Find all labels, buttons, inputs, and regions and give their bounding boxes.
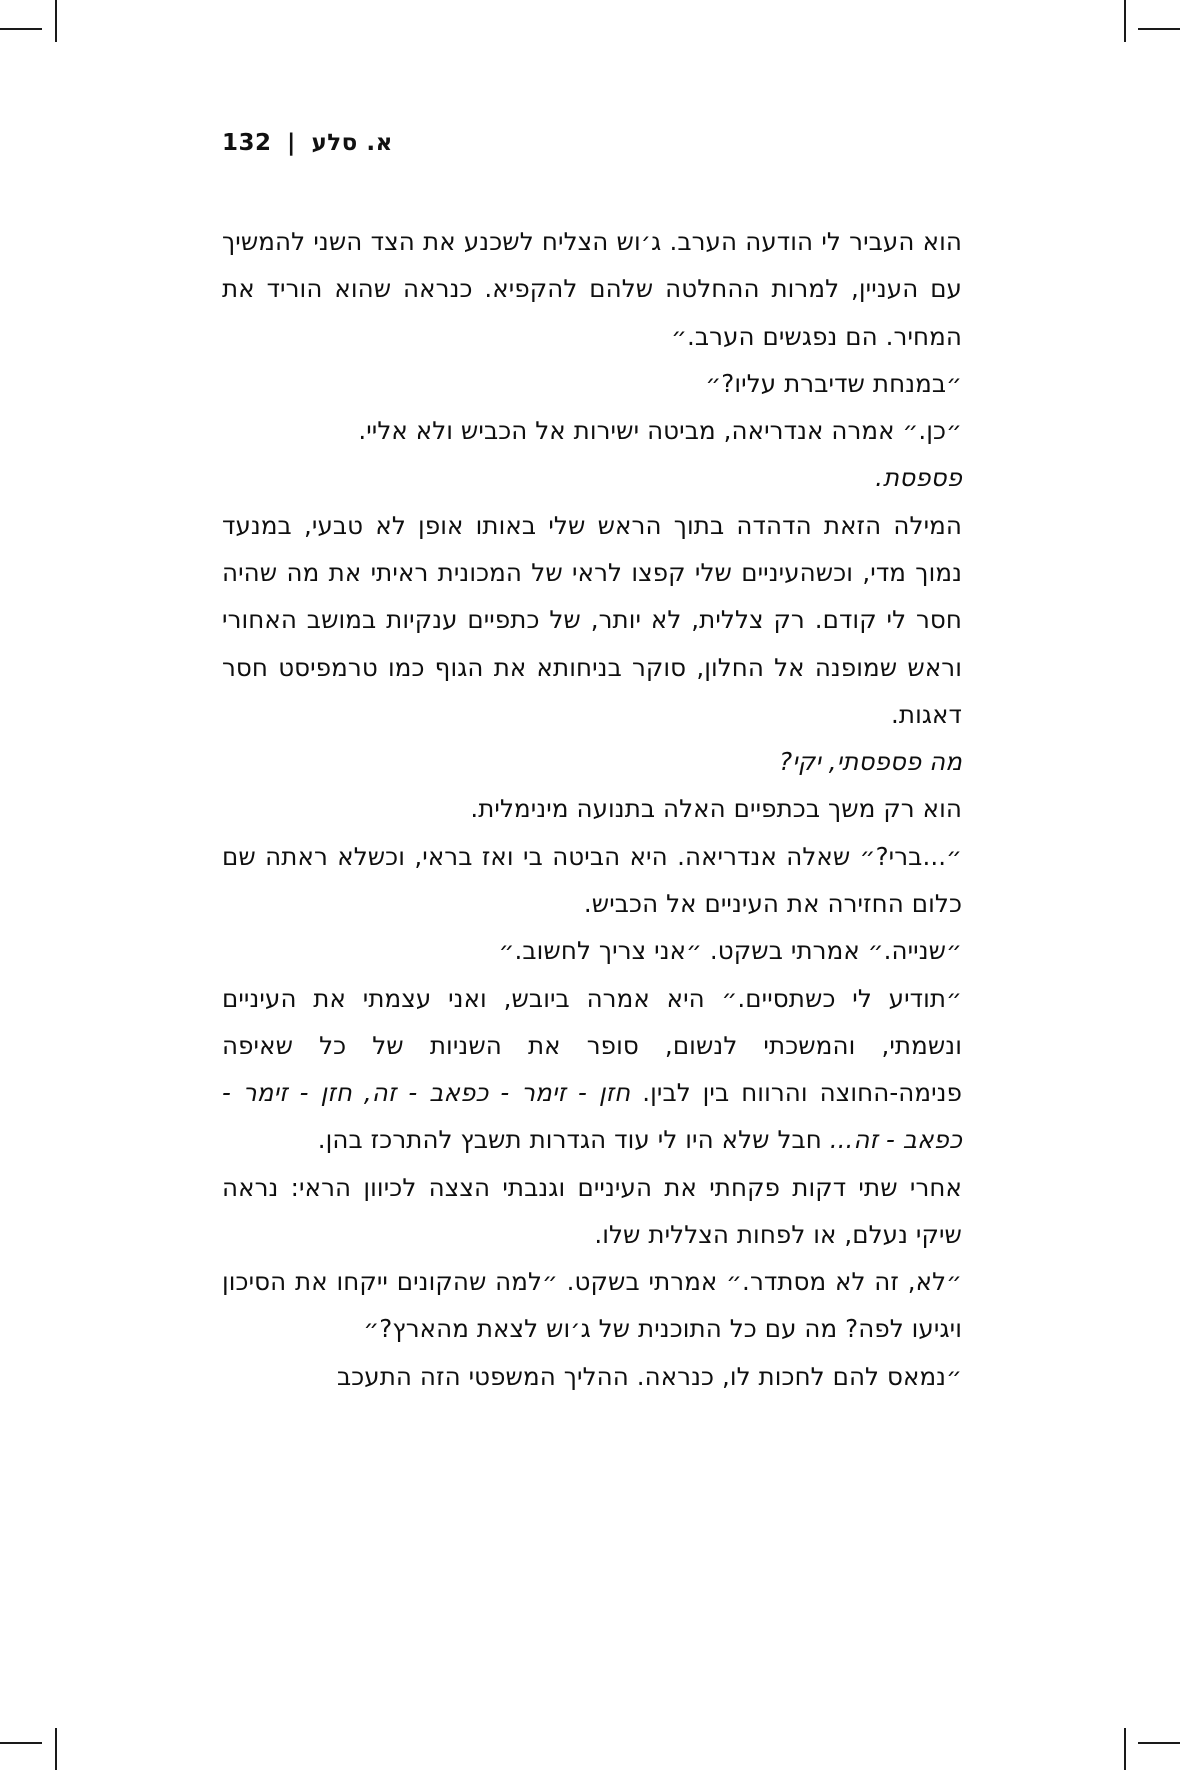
paragraph-4: פספסת. xyxy=(875,463,962,493)
paragraph-2: ״במנחת שדיברת עליו?״ xyxy=(705,368,962,398)
body-text xyxy=(222,218,962,1400)
paragraph-11: אחרי שתי דקות פקחתי את העיניים וגנבתי הצצה לכיוון הראי: נראה שיקי נעלם, או לפחות הצללית שלו. xyxy=(222,1172,962,1249)
paragraph-12: ״לא, זה לא מסתדר.״ אמרתי בשקט. ״למה שהקונים ייקחו את הסיכון ויגיעו לפה? מה עם כל התוכנית של ג׳וש לצאת מהארץ?״ xyxy=(222,1267,962,1344)
running-head xyxy=(222,130,962,156)
crop-mark-top-right-vertical xyxy=(1124,0,1126,42)
paragraph-10-seg-3: חבל שלא היו לי עוד הגדרות תשבץ להתרכז בהן. xyxy=(317,1125,830,1155)
crop-mark-top-right-horizontal xyxy=(1138,28,1180,30)
running-head-author: א. סלע xyxy=(311,130,393,156)
crop-mark-bottom-left-horizontal xyxy=(0,1742,42,1744)
paragraph-10-seg-2-italic: חזן - זימר - כפאב - זה, חזן - זימר - כפאב - זה... xyxy=(222,1078,962,1155)
crop-mark-bottom-left-vertical xyxy=(55,1728,57,1770)
running-head-separator: | xyxy=(287,130,296,156)
page-content xyxy=(222,130,962,1400)
crop-mark-bottom-right-horizontal xyxy=(1138,1742,1180,1744)
page-number: 132 xyxy=(222,130,272,156)
paragraph-5: המילה הזאת הדהדה בתוך הראש שלי באותו אופן לא טבעי, במנעד נמוך מדי, וכשהעיניים שלי קפצו לראי של המכונית ראיתי את מה שהיה חסר לי קודם. רק צללית, לא יותר, של כתפיים ענקיות במושב האחורי וראש שמופנה אל החלון, סוקר בניחותא את הגוף כמו טרמפיסט חסר דאגות. xyxy=(222,510,962,729)
crop-mark-top-left-vertical xyxy=(55,0,57,42)
paragraph-10 xyxy=(222,975,962,1164)
crop-mark-bottom-right-vertical xyxy=(1124,1728,1126,1770)
crop-mark-top-left-horizontal xyxy=(0,28,42,30)
paragraph-9: ״שנייה.״ אמרתי בשקט. ״אני צריך לחשוב.״ xyxy=(498,936,962,966)
paragraph-10-seg-1: ״תודיע לי כשתסיים.״ היא אמרה ביובש, ואני עצמתי את העיניים ונשמתי, והמשכתי לנשום, סופר את השניות של כל שאיפה פנימה-החוצה והרווח בין לבין. xyxy=(222,983,962,1108)
paragraph-3: ״כן.״ אמרה אנדריאה, מביטה ישירות אל הכביש ולא אליי. xyxy=(358,416,962,446)
paragraph-1: הוא העביר לי הודעה הערב. ג׳וש הצליח לשכנע את הצד השני להמשיך עם העניין, למרות ההחלטה שלהם להקפיא. כנראה שהוא הוריד את המחיר. הם נפגשים הערב.״ xyxy=(222,227,962,351)
paragraph-6: מה פספסתי, יקי? xyxy=(779,747,962,777)
paragraph-13: ״נמאס להם לחכות לו, כנראה. ההליך המשפטי הזה התעכב xyxy=(336,1361,962,1391)
paragraph-8: ״...ברי?״ שאלה אנדריאה. היא הביטה בי ואז בראי, וכשלא ראתה שם כלום החזירה את העיניים אל הכביש. xyxy=(222,841,962,918)
paragraph-7: הוא רק משך בכתפיים האלה בתנועה מינימלית. xyxy=(470,794,962,824)
